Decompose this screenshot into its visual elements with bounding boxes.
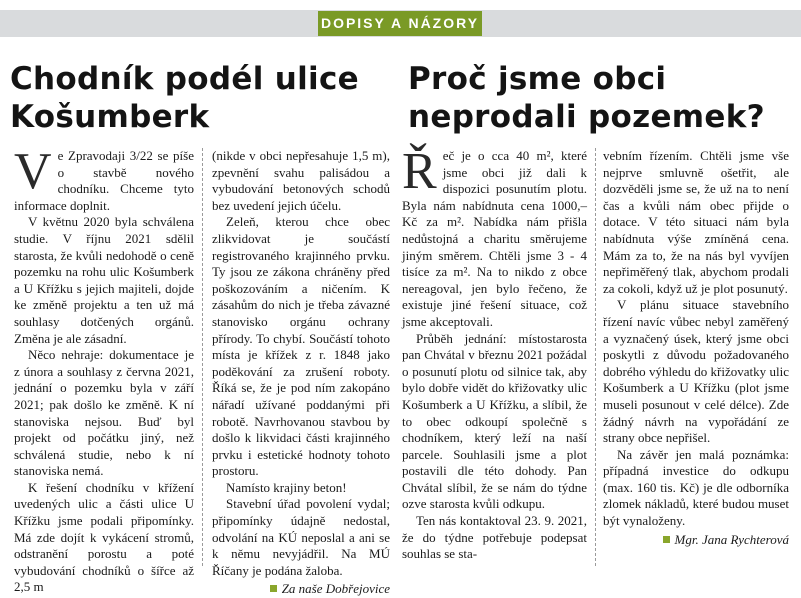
right-col-2 bbox=[603, 148, 789, 548]
section-label: DOPISY A NÁZORY bbox=[318, 11, 482, 36]
right-signature: Mgr. Jana Rychterová bbox=[603, 532, 789, 549]
left-paragraph-3: Něco nehraje: dokumentace je z února a souhlasy z června 2021, jednání o pozemku byla v září 2021; pak došlo ke změně. K ní stanoviska nejsou. Buď byl projekt od počátku jiný, než schválená studie, nebo k ní stanoviska nemá. bbox=[14, 347, 194, 479]
signature-marker bbox=[663, 536, 670, 543]
right-paragraph-4: vebním řízením. Chtěli jsme vše nejprve smluvně ošetřit, ale dozvěděli jsme se, že už na to není čas a kvůli nám obec přijde o dotace. V této situaci nám byla nabídnuta výše zmíněná cena. Mám za to, že na nás byl vyvíjen nepřiměřený tlak, abychom prodali za cokoli, když už je plot posunutý. bbox=[603, 148, 789, 296]
left-paragraph-6: Zeleň, kterou chce obec zlikvidovat je součástí registrovaného krajinného prvku. Ty jsou ze zákona chráněny před poškozováním a ničením. K zásahům do nich je třeba závazné stanovisko orgánu ochrany přírody. To chybí. Součástí tohoto místa je křížek z r. 1848 jako poděkování za zrušení roboty. Říká se, že je pod ním zakopáno nářadí užívané poddanými při robotě. Navrhovanou stavbou by došlo k likvidaci části krajinného prvku i estetické hodnoty tohoto prostoru. bbox=[212, 214, 390, 479]
right-paragraph-6: Na závěr jen malá poznámka: případná investice do odkupu (max. 160 tis. Kč) je dle odborníka zlomek nákladů, které budou muset být vynaloženy. bbox=[603, 446, 789, 529]
right-headline-line1: Proč jsme obci bbox=[408, 61, 667, 97]
right-headline bbox=[408, 60, 765, 136]
left-signature: Za naše Dobřejovice bbox=[212, 581, 390, 598]
left-col-1 bbox=[14, 143, 194, 596]
left-paragraph-1: Ve Zpravodaji 3/22 se píše o stavbě nového chodníku. Chceme tyto informace doplnit. bbox=[14, 143, 194, 213]
right-dropcap: Ř bbox=[402, 143, 437, 200]
right-paragraph-5: V plánu situace stavebního řízení navíc vůbec nebyl zaměřený a vyznačený úsek, který jsme obci poskytli z důvodu požadovaného dobrého výhledu do křižovatky ulic Košumberk a U Křížku (plot jsme museli posunout v celé délce). Zde žádný návrh na vypořádání ze strany obce nepřišel. bbox=[603, 297, 789, 446]
left-paragraph-5: (nikde v obci nepřesahuje 1,5 m), zpevnění svahu palisádou a vybudování betonových schodů bez uvedení jejich účelu. bbox=[212, 148, 390, 213]
left-col-2 bbox=[212, 148, 390, 598]
right-paragraph-2: Průběh jednání: místostarosta pan Chvátal v březnu 2021 požádal o posunutí plotu od silnice tak, aby bylo dobře vidět do křižovatky ulic Košumberk a U Křížku, a slíbil, že to obec odkoupí společně s chodníkem, který leží na naší parcele. Souhlasili jsme a plot postavili dle této dohody. Pan Chvátal slíbil, že se nám do týdne ozve starosta kvůli odkupu. bbox=[402, 330, 587, 512]
left-paragraph-8: Stavební úřad povolení vydal; připomínky údajně nedostal, odvolání na KÚ neposlal a ani se k němu nevyjádřil. Na MÚ Říčany je podána žaloba. bbox=[212, 496, 390, 578]
left-dropcap: V bbox=[14, 143, 52, 200]
left-paragraph-7: Namísto krajiny beton! bbox=[226, 479, 347, 495]
column-divider bbox=[202, 148, 203, 566]
right-paragraph-3: Ten nás kontaktoval 23. 9. 2021, že do týdne potřebuje podepsat souhlas se sta- bbox=[402, 513, 587, 562]
signature-marker bbox=[270, 585, 277, 592]
column-divider bbox=[595, 148, 596, 566]
left-paragraph-4: K řešení chodníku v křížení uvedených ulic a části ulice U Křížku jsme podali připomínky. Má zde dojít k vykácení stromů, odstranění porostu a poté vybudování chodníků o šířce až 2,5 m bbox=[14, 479, 194, 595]
right-col-1 bbox=[402, 143, 587, 563]
left-headline-line2: Košumberk bbox=[10, 99, 210, 135]
right-headline-line2: neprodali pozemek? bbox=[408, 99, 765, 135]
left-paragraph-2: V květnu 2020 byla schválena studie. V říjnu 2021 sdělil starosta, že kvůli nedohodě o ceně pozemku na rohu ulic Košumberk a U Křížku s jejich majiteli, dojde ke změně projektu a ten už má souhlasy dotčených orgánů. Změna je ale zásadní. bbox=[14, 214, 194, 346]
left-headline bbox=[10, 60, 359, 136]
left-headline-line1: Chodník podél ulice bbox=[10, 61, 359, 97]
right-paragraph-1: Řeč je o cca 40 m², které jsme obci již dali k dispozici posunutím plotu. Byla nám nabídnuta cena 1000,– Kč za m². Nabídka nám přišla nedůstojná a charitu směrujeme jiným směrem. Chtěli jsme 3 - 4 tisíce za m². Na to nikdo z obce nereagoval, jen bylo řečeno, že existuje jiné řešení situace, což jsme akceptovali. bbox=[402, 143, 587, 329]
